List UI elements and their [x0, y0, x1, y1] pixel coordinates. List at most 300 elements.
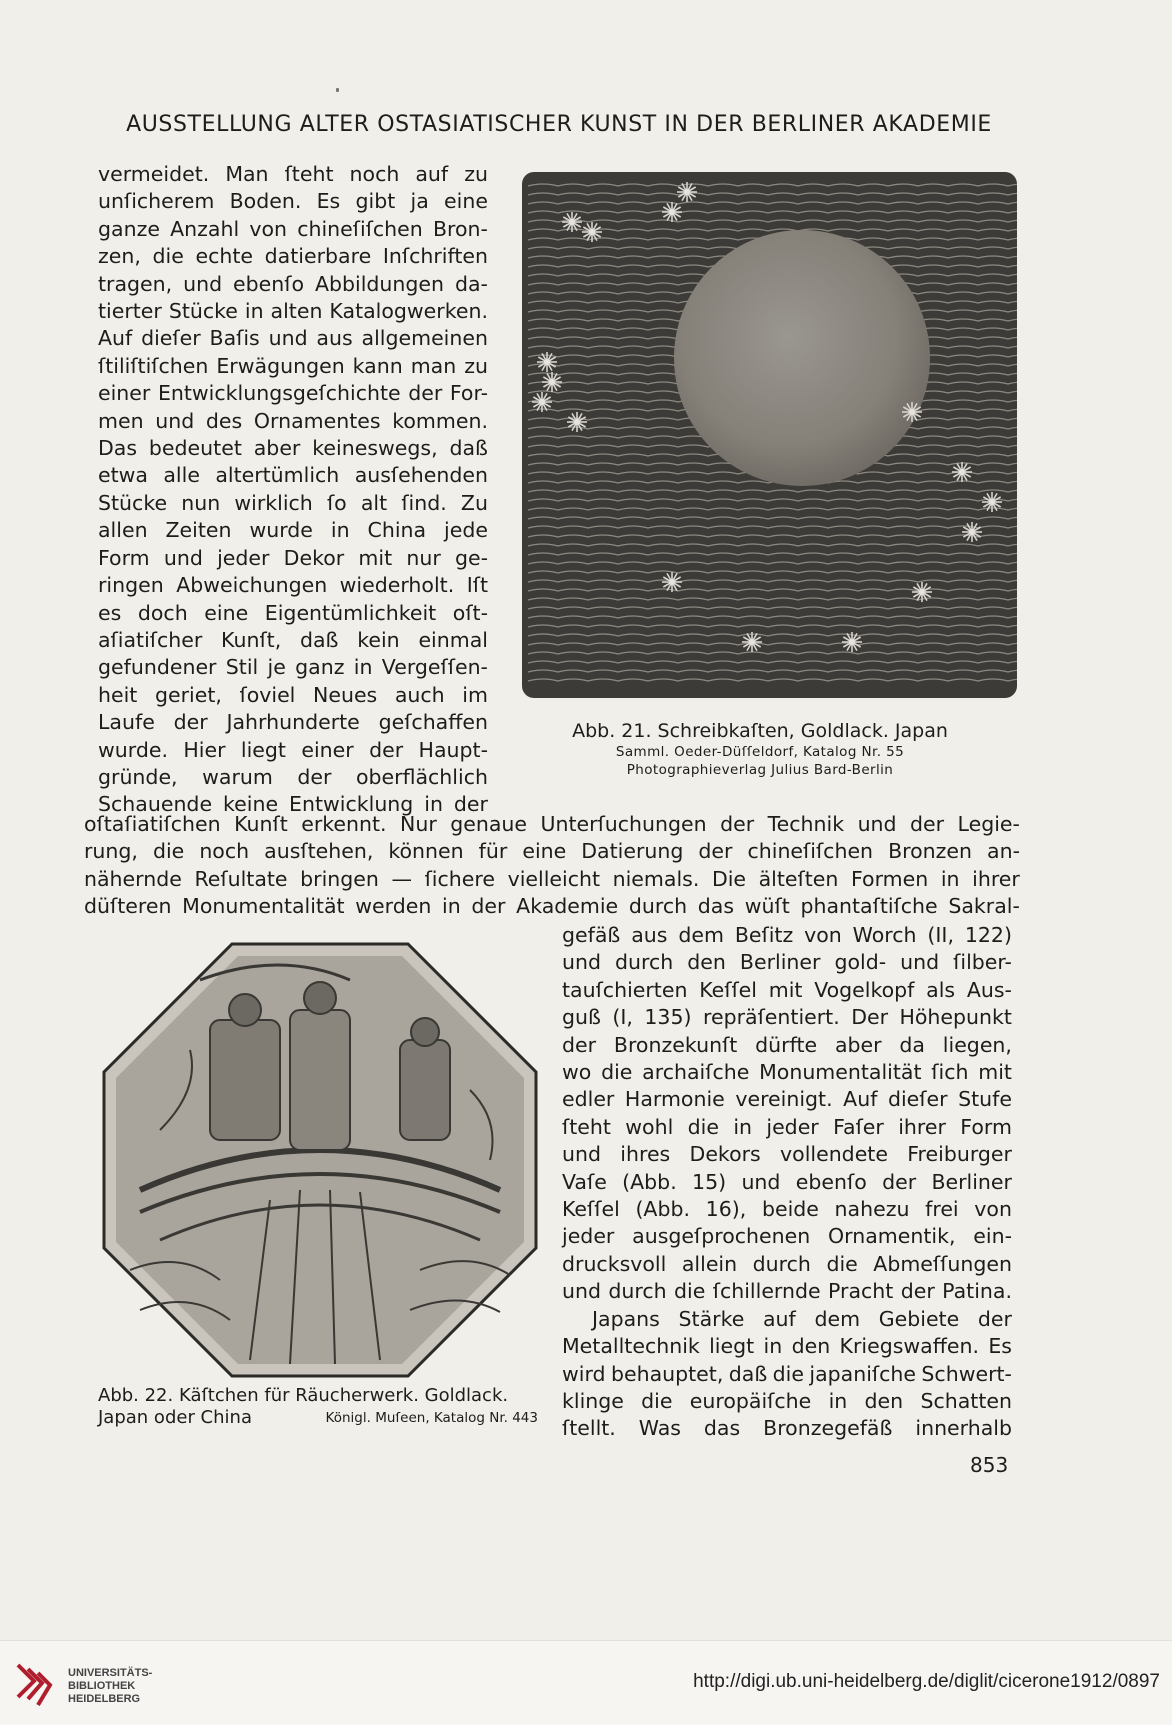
- word: können: [388, 839, 464, 864]
- word: der: [453, 792, 488, 817]
- word: ebenſo: [795, 1169, 867, 1194]
- word: ringen: [98, 573, 164, 598]
- text-line: [562, 1251, 1012, 1278]
- word: Zu: [460, 490, 488, 515]
- word: liegt: [240, 737, 286, 762]
- word: aber: [834, 1032, 882, 1057]
- word: älteſten: [758, 866, 839, 891]
- figure-22-incense-box: [100, 940, 540, 1380]
- word: Kriegswaffen.: [839, 1334, 979, 1359]
- word: europäiſche: [689, 1388, 812, 1413]
- word: die: [152, 839, 185, 864]
- word: wohl: [625, 1114, 674, 1139]
- text-line: [98, 216, 488, 243]
- word: Auf: [843, 1087, 878, 1112]
- word: werden: [355, 894, 432, 919]
- figure-21-caption: [560, 720, 960, 778]
- word: noch: [199, 839, 250, 864]
- word: Man: [225, 162, 269, 186]
- word: ausſtehen,: [264, 839, 374, 864]
- word: und: [155, 408, 195, 433]
- word: kann: [352, 353, 403, 378]
- word: Stücke: [168, 299, 238, 324]
- word: Datierung: [581, 839, 684, 864]
- word: zu: [464, 162, 488, 186]
- word: ſo: [326, 490, 347, 515]
- word: jeder: [766, 1114, 819, 1139]
- word: gold-: [834, 950, 887, 975]
- word: Abbildungen: [314, 271, 445, 296]
- word: auf: [415, 162, 449, 186]
- word: Aus-: [966, 977, 1012, 1002]
- word: der: [720, 812, 755, 836]
- text-line: [562, 977, 1012, 1004]
- word: Vogelkopf: [814, 977, 915, 1002]
- word: wiederholt.: [339, 573, 455, 598]
- word: ihrer: [898, 1114, 946, 1139]
- word: die: [687, 1114, 719, 1139]
- word: Unterſuchungen: [540, 812, 707, 836]
- word: niemals.: [612, 866, 700, 891]
- word: ſich: [931, 1060, 969, 1085]
- word: den: [791, 1334, 831, 1359]
- figure-22-caption-line1: Abb. 22. Käſtchen für Räucherwerk. Goldlack.: [98, 1385, 509, 1406]
- text-line: [98, 709, 488, 736]
- word: Der: [851, 1005, 889, 1030]
- word: nur: [406, 545, 441, 570]
- word: Eigentümlichkeit: [264, 600, 437, 625]
- word: noch: [349, 162, 400, 186]
- word: in: [330, 518, 350, 543]
- word: ausſehenden: [354, 463, 488, 488]
- word: Pracht: [828, 1279, 894, 1304]
- word: Schwert-: [921, 1361, 1012, 1386]
- word: ſilber-: [953, 950, 1012, 975]
- word: Bron-: [432, 216, 488, 241]
- word: Jahrhunderte: [226, 710, 360, 735]
- word: vollendete: [780, 1142, 888, 1167]
- text-line: [98, 572, 488, 599]
- word: Keſſel: [699, 977, 757, 1002]
- word: da: [899, 1032, 925, 1057]
- word: das: [697, 894, 735, 919]
- word: Nur: [400, 812, 437, 836]
- word: je: [267, 655, 286, 680]
- word: vielleicht: [507, 866, 601, 891]
- word: an-: [987, 839, 1020, 864]
- word: und: [183, 271, 223, 296]
- word: die: [152, 244, 184, 269]
- text-line: [562, 1388, 1012, 1415]
- word: aus: [631, 923, 668, 947]
- word: der: [408, 381, 443, 406]
- text-line: [98, 627, 488, 654]
- word: geriet,: [154, 682, 222, 707]
- word: eine: [522, 839, 567, 864]
- word: und: [562, 1279, 601, 1304]
- text-line: [98, 188, 488, 215]
- word: Boden.: [229, 189, 302, 214]
- word: 16),: [705, 1197, 747, 1222]
- word: Dekor: [283, 545, 345, 570]
- text-line: [562, 1004, 1012, 1031]
- text-line: [562, 1306, 1012, 1333]
- word: Berliner: [739, 950, 821, 975]
- word: Akademie: [516, 894, 619, 919]
- word: durch: [615, 950, 674, 975]
- word: ausgeſprochenen: [632, 1224, 811, 1249]
- word: Es: [988, 1334, 1012, 1359]
- word: Stücke: [98, 490, 168, 515]
- word: japaniſche: [809, 1361, 917, 1386]
- word: dieſer: [141, 326, 201, 351]
- word: drucksvoll: [562, 1251, 667, 1276]
- word: von: [804, 923, 842, 947]
- word: Kunſt: [234, 812, 288, 836]
- figure-21-caption-photo: Photographieverlag Julius Bard-Berlin: [626, 762, 894, 778]
- word: in: [733, 1114, 753, 1139]
- word: Technik: [767, 812, 845, 836]
- text-line: [562, 1196, 1012, 1223]
- word: Ornamentik,: [828, 1224, 956, 1249]
- word: ja: [410, 189, 429, 214]
- word: Neues: [313, 682, 378, 707]
- word: Monumentalität: [759, 1060, 922, 1085]
- word: Erwägungen: [216, 353, 345, 378]
- word: erkennt.: [301, 812, 387, 836]
- university-library-logo-icon: [12, 1655, 64, 1711]
- word: den: [864, 1388, 904, 1413]
- word: ihres: [620, 1142, 671, 1167]
- word: aus: [316, 326, 353, 351]
- text-line: [98, 271, 488, 298]
- document-url[interactable]: http://digi.ub.uni-heidelberg.de/diglit/cicerone1912/0897: [693, 1671, 1160, 1692]
- word: ihrer: [972, 866, 1020, 891]
- word: Katalogwerken.: [329, 299, 488, 324]
- word: nähernde: [84, 866, 182, 891]
- word: Vergeſſen-: [381, 655, 488, 680]
- word: in: [828, 1388, 848, 1413]
- word: und: [857, 812, 897, 836]
- page-number: 853: [970, 1453, 1009, 1477]
- right-column-text: [562, 922, 1012, 1443]
- text-line: [562, 1415, 1012, 1442]
- word: men: [98, 408, 144, 433]
- word: jeder: [217, 545, 270, 570]
- word: ganze: [98, 216, 160, 241]
- text-line: [98, 435, 488, 462]
- word: liegt: [709, 1334, 755, 1359]
- word: der: [910, 812, 945, 836]
- word: warum: [202, 764, 273, 789]
- word: aſiatiſcher: [98, 627, 203, 652]
- left-column-text: [98, 161, 488, 819]
- library-name: [68, 1667, 152, 1706]
- word: Legie-: [957, 812, 1020, 836]
- word: Was: [638, 1416, 681, 1441]
- word: es: [98, 600, 122, 625]
- word: die: [826, 1251, 858, 1276]
- word: und: [163, 545, 203, 570]
- word: Baſis: [209, 326, 260, 351]
- word: alle: [163, 463, 200, 488]
- word: Höhepunkt: [899, 1005, 1012, 1030]
- word: wüſt: [744, 894, 790, 919]
- figure-22-caption-catalog: Königl. Muſeen, Katalog Nr. 443: [325, 1410, 538, 1426]
- word: guß: [562, 1005, 601, 1030]
- word: altertümlich: [215, 463, 340, 488]
- text-line: [562, 1114, 1012, 1141]
- text-line: [98, 243, 488, 270]
- word: (I,: [612, 1005, 633, 1030]
- word: das: [703, 1416, 741, 1441]
- word: wird: [562, 1361, 606, 1386]
- text-line: [98, 161, 488, 188]
- word: allen: [98, 518, 148, 543]
- word: der: [369, 737, 404, 762]
- figure-21-caption-collection: Samml. Oeder-Düſſeldorf, Katalog Nr. 55: [615, 744, 905, 760]
- text-line: [84, 866, 1020, 893]
- word: Form: [98, 545, 150, 570]
- figure-22-caption-line2: Japan oder China: [98, 1407, 252, 1428]
- word: Metalltechnik: [562, 1334, 700, 1359]
- word: ganz: [295, 655, 345, 680]
- text-line: [98, 600, 488, 627]
- word: Iſt: [466, 573, 488, 598]
- word: die: [601, 1060, 633, 1085]
- word: Beſitz: [734, 923, 794, 947]
- word: durch: [752, 1251, 811, 1276]
- text-line: [98, 408, 488, 435]
- word: Abweichungen: [176, 573, 328, 598]
- word: 135): [644, 1005, 692, 1030]
- word: Kunſt,: [221, 627, 282, 652]
- word: Worch: [852, 923, 917, 947]
- word: Japans: [592, 1306, 660, 1331]
- word: die: [641, 1388, 673, 1413]
- running-header: AUSSTELLUNG ALTER OSTASIATISCHER KUNST IN DER BERLINER AKADEMIE: [126, 112, 992, 137]
- text-line: [84, 838, 1020, 865]
- word: heit: [98, 682, 138, 707]
- word: Hier: [183, 737, 226, 762]
- word: oſtaſiatiſchen: [84, 812, 221, 836]
- word: da-: [454, 271, 488, 296]
- word: wo: [562, 1060, 592, 1085]
- word: Schauende: [98, 792, 213, 817]
- word: echte: [195, 244, 254, 269]
- page-speck: [336, 88, 339, 92]
- word: der: [882, 1169, 917, 1194]
- word: eine: [444, 189, 488, 214]
- word: in: [424, 792, 443, 817]
- word: Reſultate: [194, 866, 288, 891]
- word: durch: [608, 1279, 667, 1304]
- word: Monumentalität: [182, 894, 345, 919]
- text-line: [84, 893, 1020, 920]
- word: dem: [814, 1306, 861, 1331]
- word: chineſiſchen: [747, 839, 874, 864]
- word: tierter: [98, 299, 162, 324]
- word: Abmeſſungen: [873, 1251, 1012, 1276]
- word: der: [698, 839, 733, 864]
- word: Form: [960, 1114, 1012, 1139]
- word: gründe,: [98, 764, 178, 789]
- word: in: [353, 655, 373, 680]
- word: (Abb.: [635, 1197, 691, 1222]
- word: bringen: [300, 866, 379, 891]
- word: und: [562, 950, 601, 975]
- word: liegen,: [942, 1032, 1012, 1057]
- word: als: [926, 977, 956, 1002]
- word: geſchaffen: [378, 710, 488, 735]
- word: Entwicklung: [289, 792, 414, 817]
- word: man: [410, 353, 457, 378]
- library-name-line2: BIBLIOTHEK: [68, 1680, 136, 1692]
- text-line: [98, 764, 488, 791]
- text-line: [98, 353, 488, 380]
- text-line: [562, 949, 1012, 976]
- word: ein-: [973, 1224, 1012, 1249]
- word: mit: [358, 545, 393, 570]
- word: phantaſtiſche: [800, 894, 938, 919]
- word: ebenſo: [233, 271, 305, 296]
- word: Ornamentes: [253, 408, 381, 433]
- word: Patina.: [942, 1279, 1012, 1304]
- word: der: [900, 1279, 935, 1304]
- figure-21-writing-box: [522, 172, 1017, 698]
- word: durch: [628, 894, 688, 919]
- word: keineswegs,: [312, 436, 438, 461]
- word: Die: [711, 866, 747, 891]
- word: der: [562, 1032, 597, 1057]
- word: alten: [270, 299, 323, 324]
- word: auch: [394, 682, 445, 707]
- word: einmal: [418, 627, 488, 652]
- word: ſoviel: [239, 682, 296, 707]
- word: Dekors: [689, 1142, 761, 1167]
- word: tauſchierten: [562, 977, 688, 1002]
- word: bedeutet: [148, 436, 242, 461]
- word: frei: [925, 1197, 959, 1222]
- text-line: [562, 922, 1012, 949]
- library-name-line1: UNIVERSITÄTS-: [68, 1667, 153, 1679]
- word: keine: [223, 792, 279, 817]
- word: der: [471, 894, 506, 919]
- word: ſtellt.: [562, 1416, 616, 1441]
- word: Freiburger: [907, 1142, 1012, 1167]
- word: chineſiſchen: [297, 216, 423, 241]
- word: von: [974, 1197, 1012, 1222]
- moon-disc: [674, 230, 930, 486]
- word: gefäß: [562, 923, 621, 947]
- figure-22-caption: [98, 1385, 538, 1429]
- word: ſchillernde: [712, 1279, 821, 1304]
- word: datierbare: [264, 244, 372, 269]
- word: Faſer: [833, 1114, 884, 1139]
- word: einer: [301, 737, 354, 762]
- word: (II,: [927, 923, 954, 947]
- word: Zeiten: [165, 518, 232, 543]
- full-width-text: [84, 811, 1020, 921]
- word: 122): [964, 923, 1012, 947]
- text-line: [98, 380, 488, 407]
- word: behauptet,: [610, 1361, 724, 1386]
- word: ſichere: [424, 866, 495, 891]
- text-line: [98, 490, 488, 517]
- word: mit: [978, 1060, 1012, 1085]
- word: in: [244, 299, 264, 324]
- word: zen,: [98, 244, 141, 269]
- word: daß: [299, 627, 339, 652]
- text-line: [562, 1059, 1012, 1086]
- word: doch: [137, 600, 188, 625]
- figure-21-caption-title: Abb. 21. Schreibkaſten, Goldlack. Japan: [572, 720, 948, 742]
- word: und: [900, 950, 940, 975]
- word: Entwicklungsgeſchichte: [157, 381, 401, 406]
- word: des: [205, 408, 243, 433]
- word: wurde: [249, 518, 313, 543]
- word: düſteren: [84, 894, 172, 919]
- word: archaiſche: [642, 1060, 750, 1085]
- word: der: [977, 1306, 1012, 1331]
- text-line: [98, 298, 488, 325]
- word: Schatten: [920, 1388, 1012, 1413]
- word: rung,: [84, 839, 138, 864]
- text-line: [98, 545, 488, 572]
- word: eine: [204, 600, 249, 625]
- word: edler: [562, 1087, 615, 1112]
- word: alt: [360, 490, 388, 515]
- word: daß: [449, 436, 488, 461]
- word: Anzahl: [170, 216, 240, 241]
- word: die: [674, 1279, 706, 1304]
- word: Formen: [851, 866, 929, 891]
- word: Berliner: [931, 1169, 1012, 1194]
- word: ſteht: [284, 162, 334, 186]
- word: Keſſel: [562, 1197, 620, 1222]
- word: Stufe: [958, 1087, 1012, 1112]
- text-line: [562, 1141, 1012, 1168]
- word: wirklich: [234, 490, 313, 515]
- word: dem: [678, 923, 724, 947]
- word: oberflächlich: [355, 764, 488, 789]
- text-line: [562, 1278, 1012, 1305]
- word: innerhalb: [915, 1416, 1012, 1441]
- word: jeder: [562, 1224, 615, 1249]
- word: tragen,: [98, 271, 173, 296]
- word: Bronzegefäß: [763, 1416, 893, 1441]
- text-line: [562, 1361, 1012, 1388]
- word: in: [442, 894, 461, 919]
- word: gibt: [355, 189, 396, 214]
- text-line: [84, 811, 1020, 838]
- word: auf: [763, 1306, 796, 1331]
- footer-bar: [0, 1640, 1172, 1725]
- word: zu: [464, 353, 488, 378]
- word: allgemeinen: [361, 326, 488, 351]
- word: —: [391, 866, 412, 891]
- word: gefundener: [98, 655, 217, 680]
- word: die: [772, 1361, 804, 1386]
- word: repräſentiert.: [702, 1005, 840, 1030]
- word: beide: [761, 1197, 819, 1222]
- word: (Abb.: [622, 1169, 677, 1194]
- word: für: [478, 839, 508, 864]
- word: und: [562, 1142, 601, 1167]
- word: ſtiliſtiſchen: [98, 353, 209, 378]
- text-line: [562, 1169, 1012, 1196]
- word: daß: [728, 1361, 768, 1386]
